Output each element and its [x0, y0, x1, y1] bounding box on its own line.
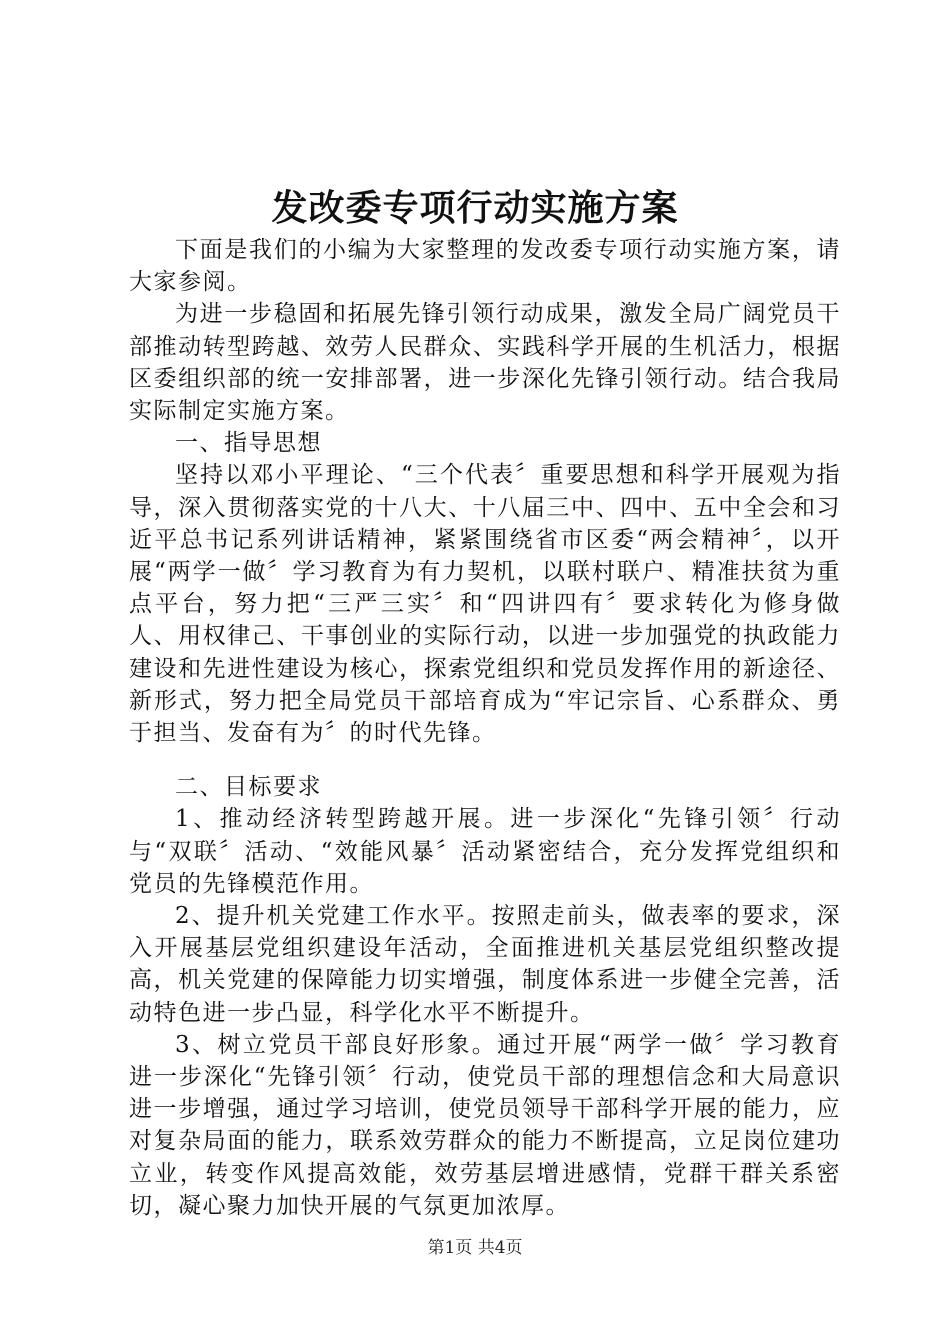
page-number-footer: 第1页 共4页 — [427, 1238, 523, 1258]
document-title: 发改委专项行动实施方案 — [271, 187, 679, 229]
guiding-paragraph: 坚持以邓小平理论、“三个代表〞重要思想和科学开展观为指导，深入贯彻落实党的十八大、十八届三中、四中、五中全会和习近平总书记系列讲话精神，紧紧围绕省市区委“两会精神〞，以开展“两学一做〞学习教育为有力契机，以联村联户、精准扶贫为重点平台，努力把“三严三实〞和“四讲四有〞要求转化为修身做人、用权律己、干事创业的实际行动，以进一步加强党的执政能力建设和先进性建设为核心，探索党组织和党员发挥作用的新途径、新形式，努力把全局党员干部培育成为“牢记宗旨、心系群众、勇于担当、发奋有为〞的时代先锋。 — [129, 462, 841, 747]
goal-paragraph-1: 1、推动经济转型跨越开展。进一步深化“先锋引领〞行动与“双联〞活动、“效能风暴〞活动紧密结合，充分发挥党组织和党员的先锋模范作用。 — [129, 806, 841, 897]
goal-paragraph-3: 3、树立党员干部良好形象。通过开展“两学一做〞学习教育进一步深化“先锋引领〞行动，使党员干部的理想信念和大局意识进一步增强，通过学习培训，使党员领导干部科学开展的能力，应对复杂局面的能力，联系效劳群众的能力不断提高，立足岗位建功立业，转变作风提高效能，效劳基层增进感情，党群干群关系密切，凝心聚力加快开展的气氛更加浓厚。 — [129, 1031, 841, 1219]
document-body — [129, 234, 841, 1222]
intro-paragraph: 下面是我们的小编为大家整理的发改委专项行动实施方案，请大家参阅。 — [129, 237, 841, 296]
goal-paragraph-2: 2、提升机关党建工作水平。按照走前头，做表率的要求，深入开展基层党组织建设年活动，全面推进机关基层党组织整改提高，机关党建的保障能力切实增强，制度体系进一步健全完善，活动特色进一步凸显，科学化水平不断提升。 — [129, 903, 841, 1026]
purpose-paragraph: 为进一步稳固和拓展先锋引领行动成果，激发全局广阔党员干部推动转型跨越、效劳人民群众、实践科学开展的生机活力，根据区委组织部的统一安排部署，进一步深化先锋引领行动。结合我局实际制定实施方案。 — [129, 301, 841, 425]
section-heading-goals: 二、目标要求 — [175, 774, 322, 801]
section-heading-guiding: 一、指导思想 — [175, 430, 322, 457]
